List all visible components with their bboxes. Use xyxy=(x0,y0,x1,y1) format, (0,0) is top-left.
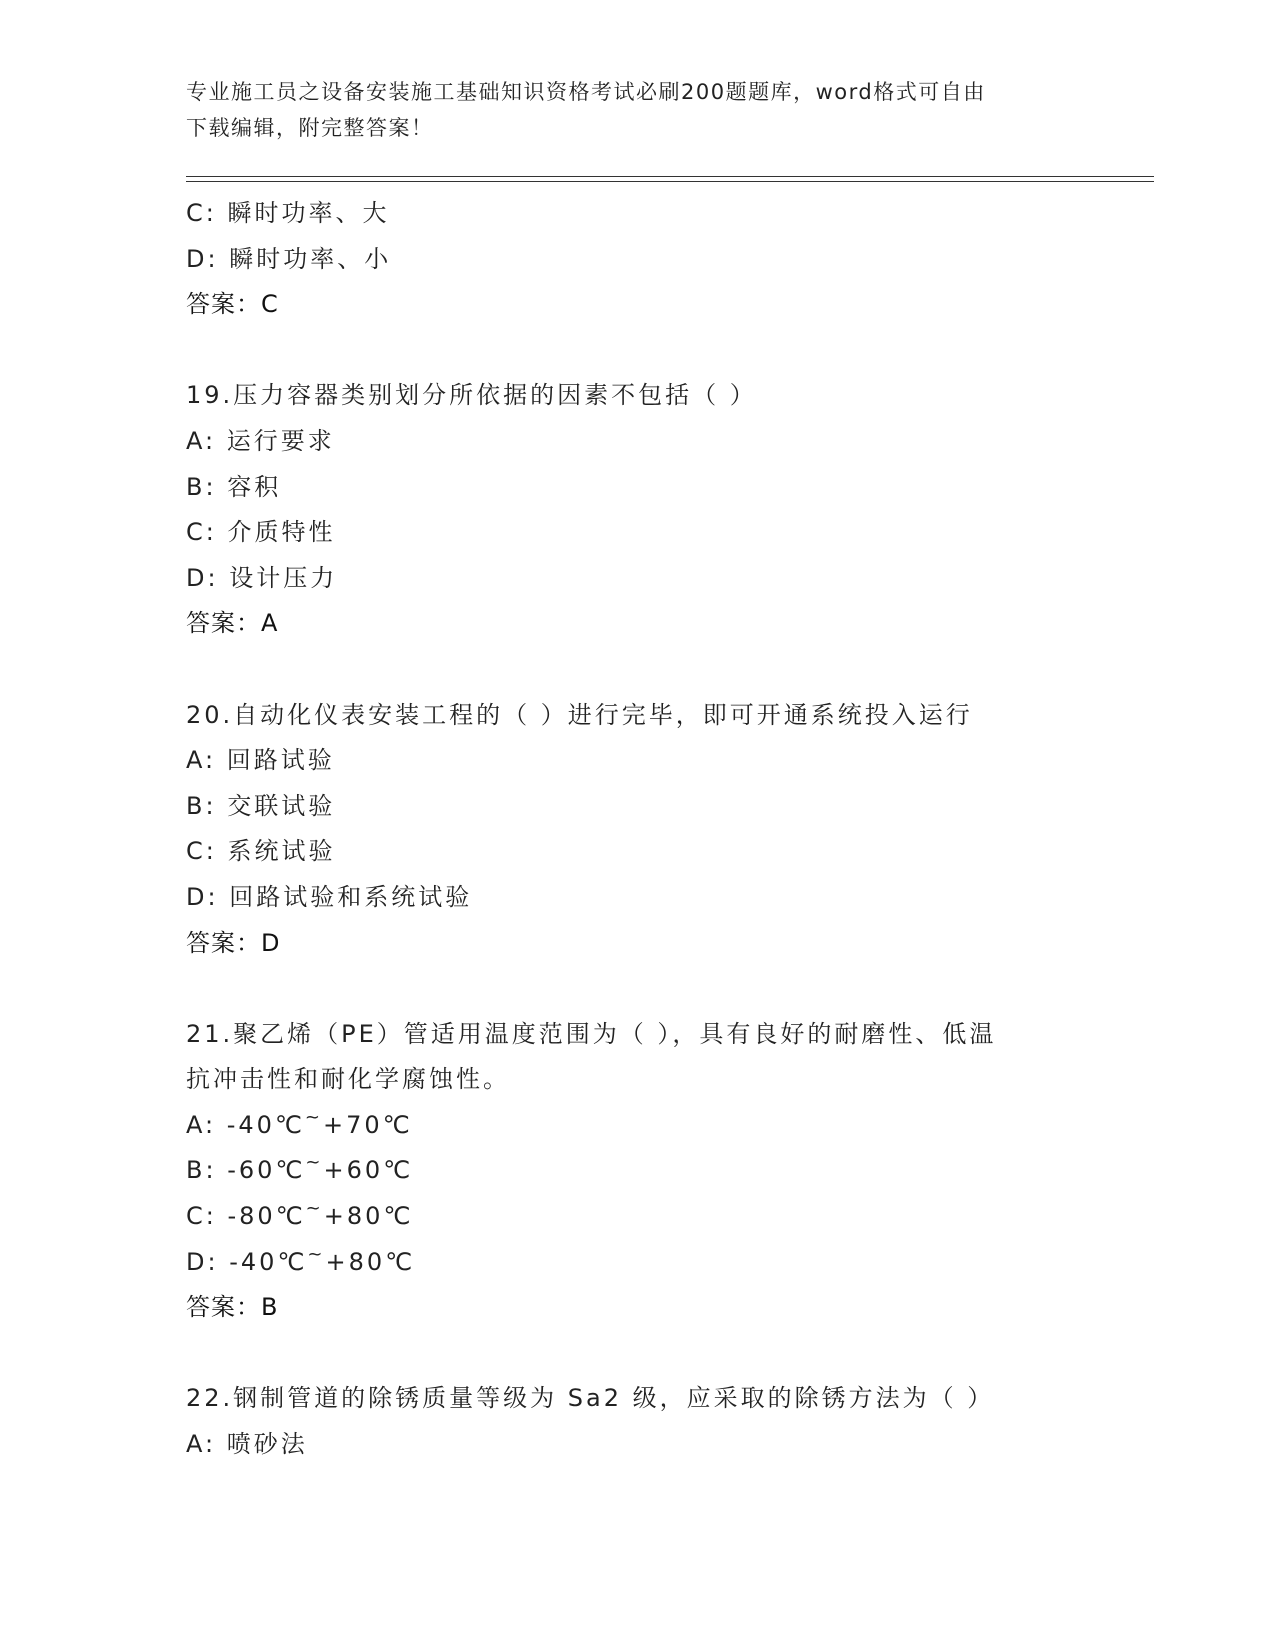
option-key: B: xyxy=(186,1156,217,1185)
option-key: D: xyxy=(186,882,219,911)
option-range-start: -80℃ xyxy=(227,1202,306,1231)
answer-value: B xyxy=(261,1293,279,1322)
option-range-end: +60℃ xyxy=(323,1156,414,1185)
option-key: A: xyxy=(186,1110,217,1139)
option-text: 瞬时功率、大 xyxy=(227,199,390,227)
option-b xyxy=(186,784,1076,830)
option-b xyxy=(186,1148,1076,1194)
option-text: 瞬时功率、小 xyxy=(229,244,392,273)
option-d xyxy=(186,237,1076,283)
option-key: D: xyxy=(186,244,219,273)
answer-label: 答案： xyxy=(186,609,261,638)
option-key: C: xyxy=(186,1202,217,1231)
range-tilde: ~ xyxy=(307,1243,326,1265)
option-range-start: -60℃ xyxy=(227,1156,306,1185)
spacer xyxy=(186,1331,1076,1377)
answer-label: 答案： xyxy=(186,928,261,957)
option-a xyxy=(186,1103,1076,1149)
option-range-end: +70℃ xyxy=(322,1110,413,1139)
answer-value: A xyxy=(261,609,279,638)
header-divider-bottom xyxy=(186,181,1154,182)
option-range-end: +80℃ xyxy=(323,1202,414,1231)
option-d xyxy=(186,556,1076,602)
option-c xyxy=(186,510,1076,556)
option-range-start: -40℃ xyxy=(226,1110,305,1139)
answer-value: C xyxy=(261,290,279,319)
answer-label: 答案： xyxy=(186,1293,261,1322)
question-stem: 22.钢制管道的除锈质量等级为 Sa2 级，应采取的除锈方法为（ ） xyxy=(186,1384,995,1413)
answer-line xyxy=(186,1285,1076,1331)
option-key: D: xyxy=(186,563,219,592)
option-c xyxy=(186,829,1076,875)
header-divider-top xyxy=(186,176,1154,177)
question-stem-line1: 21.聚乙烯（PE）管适用温度范围为（ ），具有良好的耐磨性、低温 xyxy=(186,1019,997,1048)
option-text: 运行要求 xyxy=(226,426,335,455)
range-tilde: ~ xyxy=(304,1106,323,1128)
option-key: A: xyxy=(186,426,217,455)
option-b xyxy=(186,465,1076,511)
answer-value: D xyxy=(261,928,281,957)
option-a xyxy=(186,1422,1076,1468)
option-text: 系统试验 xyxy=(227,837,336,866)
spacer xyxy=(186,647,1076,693)
question-20 xyxy=(186,693,1076,967)
header-title-line2: 下载编辑，附完整答案！ xyxy=(186,116,434,140)
option-key: C: xyxy=(186,199,217,227)
answer-line xyxy=(186,282,1076,328)
option-text: 设计压力 xyxy=(229,563,338,592)
answer-line xyxy=(186,921,1076,967)
option-key: D: xyxy=(186,1247,219,1276)
option-range-start: -40℃ xyxy=(229,1247,308,1276)
option-range-end: +80℃ xyxy=(325,1247,416,1276)
option-c xyxy=(186,191,1076,237)
option-key: A: xyxy=(186,746,217,775)
option-text: 交联试验 xyxy=(227,791,336,820)
question-stem-line2: 抗冲击性和耐化学腐蚀性。 xyxy=(186,1065,510,1094)
question-18-continued xyxy=(186,191,1076,328)
option-text: 容积 xyxy=(227,472,282,501)
option-d xyxy=(186,1240,1076,1286)
option-d xyxy=(186,875,1076,921)
spacer xyxy=(186,966,1076,1012)
question-22 xyxy=(186,1376,1076,1467)
range-tilde: ~ xyxy=(305,1152,324,1174)
question-stem: 20.自动化仪表安装工程的（ ）进行完毕，即可开通系统投入运行 xyxy=(186,700,973,729)
option-key: C: xyxy=(186,837,217,866)
question-list xyxy=(186,191,1076,1468)
option-text: 介质特性 xyxy=(227,518,336,547)
header-title-line1: 专业施工员之设备安装施工基础知识资格考试必刷200题题库，word格式可自由 xyxy=(186,80,986,104)
question-stem: 19.压力容器类别划分所依据的因素不包括（ ） xyxy=(186,381,757,410)
option-text: 回路试验和系统试验 xyxy=(229,882,473,911)
answer-label: 答案： xyxy=(186,290,261,319)
question-19 xyxy=(186,373,1076,647)
option-a xyxy=(186,419,1076,465)
option-key: B: xyxy=(186,472,217,501)
document-header xyxy=(186,74,1066,146)
option-a xyxy=(186,738,1076,784)
answer-line xyxy=(186,601,1076,647)
option-text: 回路试验 xyxy=(226,746,335,775)
option-key: C: xyxy=(186,518,217,547)
range-tilde: ~ xyxy=(305,1198,324,1220)
option-c xyxy=(186,1194,1076,1240)
question-21 xyxy=(186,1012,1076,1331)
option-text: 喷砂法 xyxy=(226,1430,308,1459)
option-key: B: xyxy=(186,791,217,820)
option-key: A: xyxy=(186,1430,217,1459)
spacer xyxy=(186,328,1076,374)
